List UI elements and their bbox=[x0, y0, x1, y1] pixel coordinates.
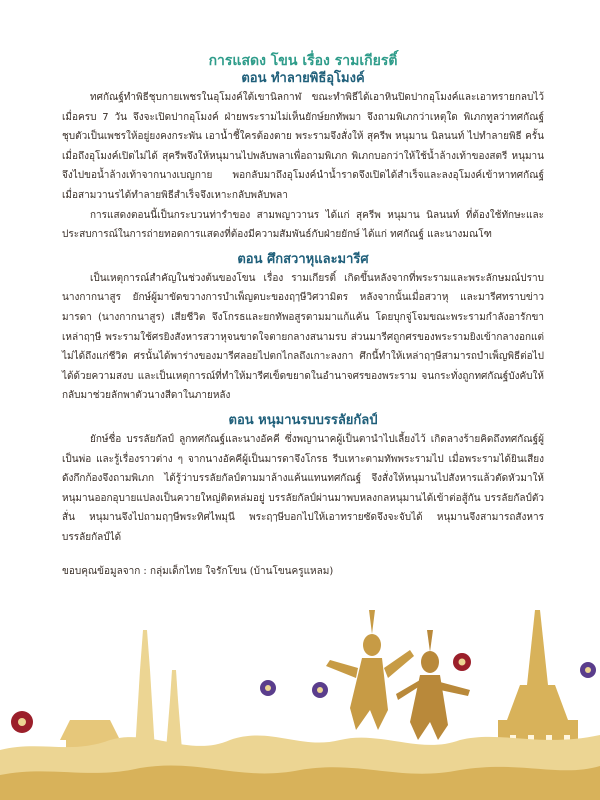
paragraph: ทศกัณฐ์ทำพิธีชุบกายเพชรในอุโมงค์ใต้เขานิลกาฬ ขณะทำพิธีได้เอาหินปิดปากอุโมงค์และเอาทรายกลบไว้ เมื่อครบ 7 วัน จึงจะเปิดปากอุโมงค์ ฝ่ายพระรามไม่เห็นยักษ์ยกทัพมา จึงถามพิเภกว่าเหตุใด พิเภกทูลว่าทศกัณฐ์ชุบตัวเป็นเพชรให้อยู่ยงคงกระพัน เอาน้ำชี้ใครต้องตาย พระรามจึงสั่งให้ สุครีพ หนุมาน นิลนนท์ ไปทำลายพิธี ครั้นเมื่อถึงอุโมงค์เปิดไม่ได้ สุครีพจึงให้หนุมานไปพลับพลาเพื่อถามพิเภก พิเภกบอกว่าให้ใช้น้ำล้างเท้าของสตรี หนุมานจึงไปขอน้ำล้างเท้าจากนางเบญกาย พอกลับมาถึงอุโมงค์นำน้ำราดจึงเปิดได้สำเร็จและลงอุโมงค์เข้าหาทศกัณฐ์ เมื่อสามวานรได้ทำลายพิธีสำเร็จจึงเหาะกลับพลับพลา bbox=[62, 92, 544, 201]
flower-icon bbox=[11, 711, 33, 733]
section-heading: ตอน ศึกสวาหุและมารีศ bbox=[237, 251, 369, 267]
khon-dancer-icon bbox=[396, 630, 470, 740]
article bbox=[62, 52, 544, 581]
section-heading: ตอน หนุมานรบบรรลัยกัลป์ bbox=[228, 412, 378, 428]
khon-dancer-icon bbox=[326, 610, 414, 730]
paragraph: ยักษ์ชื่อ บรรลัยกัลป์ ลูกทศกัณฐ์และนางอัคคี ซึ่งพญานาคผู้เป็นตานำไปเลี้ยงไว้ เกิดลางร้ายคิดถึงทศกัณฐ์ผู้เป็นพ่อ และรู้เรื่องราวต่าง ๆ จากนางอัคคีผู้เป็นมารดาจึงโกรธ รีบเหาะตามทัพพระรามไป เมื่อพระรามได้ยินเสียงดังกึกก้องจึงถามพิเภก ได้รู้ว่าบรรลัยกัลป์ตามมาล้างแค้นแทนทศกัณฐ์ จึงสั่งให้หนุมานไปสังหารแล้วตัดหัวมาให้ หนุมานออกอุบายแปลงเป็นควายใหญ่ติดหล่มอยู่ บรรลัยกัลป์ผ่านมาพบหลงกลหนุมานได้เข้าต่อสู้กัน บรรลัยกัลป์ตัวสั่น หนุมานจึงไปถามฤๅษีพระทิศไพมุนี พระฤๅษีบอกไปให้เอาทรายซัดจึงจะจับได้ หนุมานจึงสามารถสังหารบรรลัยกัลป์ได้ bbox=[62, 433, 544, 543]
flower-icon bbox=[453, 653, 471, 671]
flower-icon bbox=[580, 662, 596, 678]
credits: ขอบคุณข้อมูลจาก : กลุ่มเด็กไทย ใจรักโขน (บ้านโขนครูแหลม) bbox=[62, 566, 334, 578]
flower-icon bbox=[260, 680, 276, 696]
paragraph: การแสดงตอนนี้เป็นกระบวนท่ารำของ สามพญาวานร ได้แก่ สุครีพ หนุมาน นิลนนท์ ที่ต้องใช้ทักษะและประสบการณ์ในการถ่ายทอดการแสดงที่ต้องมีความสัมพันธ์กับฝ่ายยักษ์ ได้แก่ ทศกัณฐ์ และนางมณโฑ bbox=[62, 209, 544, 241]
temple-illustration bbox=[0, 590, 600, 800]
page-title: การแสดง โขน เรื่อง รามเกียรติ์ bbox=[208, 53, 398, 69]
flower-icon bbox=[312, 682, 328, 698]
section-heading: ตอน ทำลายพิธีอุโมงค์ bbox=[241, 71, 365, 86]
paragraph: เป็นเหตุการณ์สำคัญในช่วงต้นของโขน เรื่อง รามเกียรติ์ เกิดขึ้นหลังจากที่พระรามและพระลักษมณ์ปราบนางกากนาสูร ยักษ์ผู้มาขัดขวางการบำเพ็ญตบะของฤๅษีวิศวามิตร หลังจากนั้นเมื่อสวาหุ และมารีศทราบข่าวมารดา (นางกากนาสูร) เสียชีวิต จึงโกรธและยกทัพอสูรตามมาแก้แค้น โดยบุกจู่โจมขณะพระรามกำลังอารักขาเหล่าฤๅษี พระรามใช้ศรยิงสังหารสวาหุจนขาดใจตายกลางสนามรบ ส่วนมารีศถูกศรของพระรามยิงเข้ากลางอกแต่ไม่ได้ถึงแก่ชีวิต ศรนั้นได้พาร่างของมารีศลอยไปตกไกลถึงเกาะลงกา ศึกนี้ทำให้เหล่าฤๅษีสามารถบำเพ็ญพิธีต่อไปได้ด้วยความสงบ และเป็นเหตุการณ์ที่ทำให้มารีศเข็ดขยาดในอำนาจศรของพระราม จนกระทั่งถูกทศกัณฐ์บังคับให้กลับมาช่วยลักพาตัวนางสีดาในภายหลัง bbox=[62, 272, 544, 402]
